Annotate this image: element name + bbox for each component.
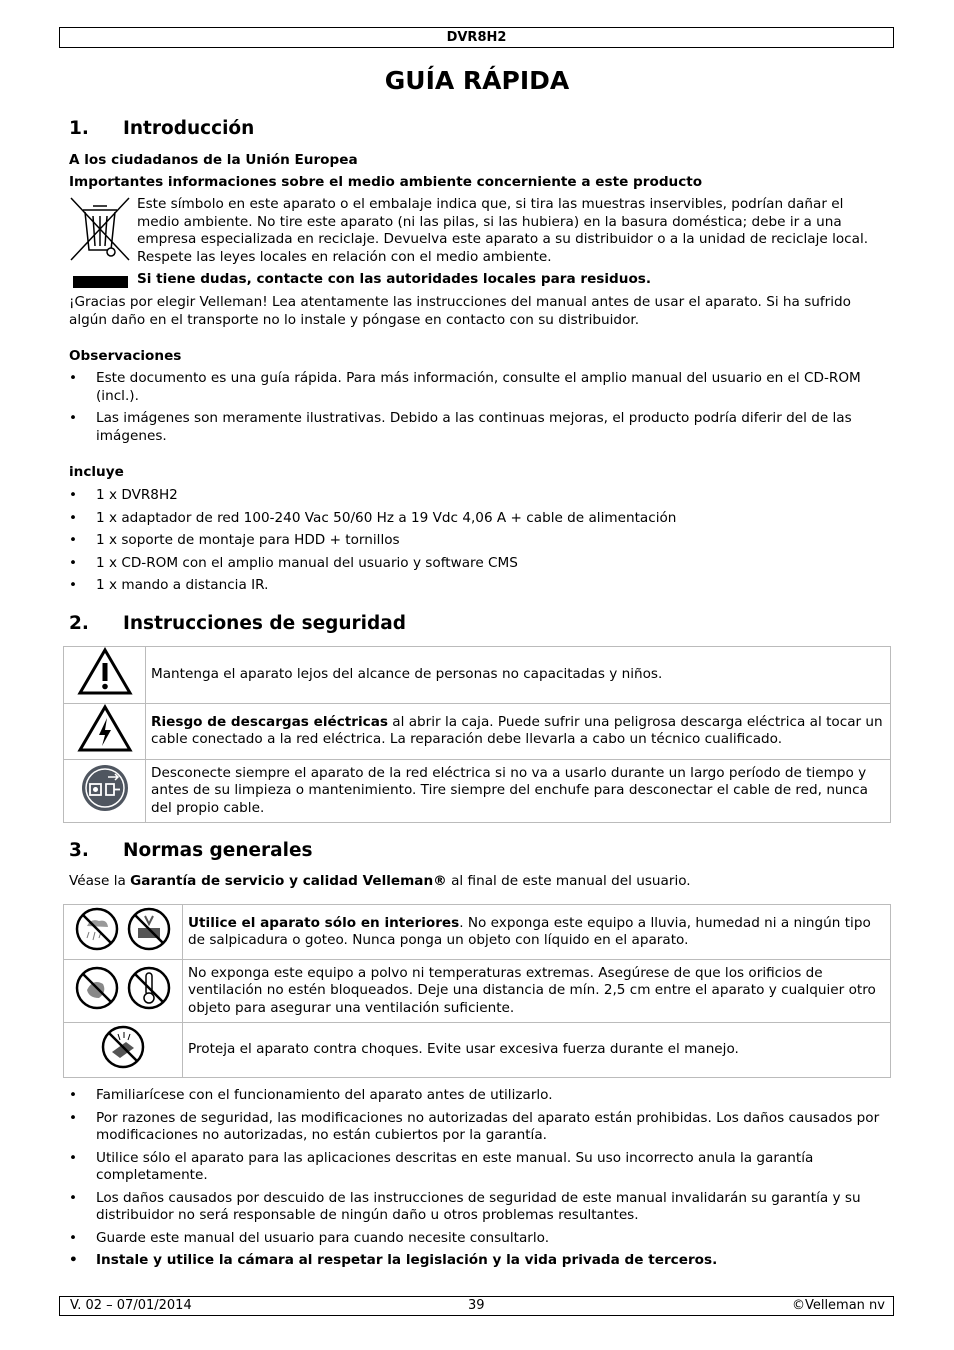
list-item: • Por razones de seguridad, las modificaciones no autorizadas del aparato están prohibidas. Los daños causados por modificaciones no autorizadas, no están cubiertos por la garantía. [68,1110,883,1145]
doubts-text: Si tiene dudas, contacte con las autoridades locales para residuos. [137,271,652,287]
no-shock-icon [64,1023,183,1078]
list-item: • Familiarícese con el funcionamiento del aparato antes de utilizarlo. [68,1087,883,1105]
norms-text-2: No exponga este equipo a polvo ni temperaturas extremas. Asegúrese de que los orificios de ventilación no estén bloqueados. Deje una distancia de mín. 2,5 cm entre el aparato y cualquier otro objeto para asegurar una ventilación suficiente. [183,960,891,1023]
list-item: • Instale y utilice la cámara al respetar la legislación y la vida privada de terceros. [68,1252,883,1270]
indoor-use-icons [64,905,183,960]
list-item: • 1 x soporte de montaje para HDD + tornillos [68,532,883,550]
safety-table [63,646,891,823]
unplug-icon [64,760,146,823]
table-row [64,760,891,823]
observations-heading: Observaciones [69,348,182,364]
list-item: • 1 x CD-ROM con el amplio manual del usuario y software CMS [68,555,883,573]
weee-bar [73,276,128,288]
page-number: 39 [468,1298,485,1313]
section-2-heading: 2. Instrucciones de seguridad [69,613,406,634]
list-item: • 1 x adaptador de red 100-240 Vac 50/60 Hz a 19 Vdc 4,06 A + cable de alimentación [68,510,883,528]
thanks-text: ¡Gracias por elegir Velleman! Lea atentamente las instrucciones del manual antes de usar el aparato. Si ha sufrido algún daño en el transporte no lo instale y póngase en contacto con su distribuidor. [69,294,851,328]
list-item: • Guarde este manual del usuario para cuando necesite consultarlo. [68,1230,883,1248]
section-1-heading: 1. Introducción [69,118,255,139]
norms-table [63,904,891,1078]
warning-triangle-icon [64,647,146,704]
eu-heading: A los ciudadanos de la Unión Europea [69,152,358,168]
list-item: • 1 x DVR8H2 [68,487,883,505]
list-item: • 1 x mando a distancia IR. [68,577,883,595]
page-title: GUÍA RÁPIDA [384,66,570,95]
weee-text: Este símbolo en este aparato o el embalaje indica que, si tira las muestras inservibles, podrían dañar el medio ambiente. No tire este aparato (ni las pilas, si las hubiera) en la basura doméstica; debe ir a una empresa especializada en reciclaje. Devuelva este aparato a su distribuidor o a la unidad de reciclaje local. Respete las leyes locales en relación con el medio ambiente. [137,196,869,265]
footer-version: V. 02 – 07/01/2014 [70,1298,192,1313]
guarantee-note: Véase la Garantía de servicio y calidad Velleman® al final de este manual del usuario. [69,873,691,889]
footer-copyright: ©Velleman nv [791,1298,885,1313]
table-row [64,1023,891,1078]
safety-text-1: Mantenga el aparato lejos del alcance de personas no capacitadas y niños. [146,647,891,704]
page-header [59,27,894,48]
norms-text-1: Utilice el aparato sólo en interiores. No exponga este equipo a lluvia, humedad ni a ningún tipo de salpicadura o goteo. Nunca ponga un objeto con líquido en el aparato. [183,905,891,960]
table-row [64,905,891,960]
header-model: DVR8H2 [446,30,507,45]
weee-bin-icon [69,196,131,262]
safety-text-2: Riesgo de descargas eléctricas al abrir la caja. Puede sufrir una peligrosa descarga eléctrica al tocar un cable conectado a la red eléctrica. La reparación debe llevarla a cabo un técnico cualificado. [146,703,891,760]
list-item: • Este documento es una guía rápida. Para más información, consulte el amplio manual del usuario en el CD-ROM (incl.). [68,370,883,405]
safety-text-3: Desconecte siempre el aparato de la red eléctrica si no va a usarlo durante un largo período de tiempo y antes de su limpieza o mantenimiento. Tire siempre del enchufe para desconectar el cable de red, nunca del propio cable. [146,760,891,823]
list-item: • Las imágenes son meramente ilustrativas. Debido a las continuas mejoras, el producto podría diferir del de las imágenes. [68,410,883,445]
observations-list [68,370,883,445]
dust-temperature-icons [64,960,183,1023]
table-row [64,703,891,760]
norms-text-3: Proteja el aparato contra choques. Evite usar excesiva fuerza durante el manejo. [183,1023,891,1078]
includes-list [68,487,883,595]
no-rain-icon [73,906,173,952]
includes-heading: incluye [69,464,124,480]
env-heading: Importantes informaciones sobre el medio ambiente concerniente a este producto [69,174,703,190]
general-rules-list [68,1087,883,1270]
page-footer [59,1296,894,1316]
list-item: • Utilice sólo el aparato para las aplicaciones descritas en este manual. Su uso incorrecto anula la garantía completamente. [68,1150,883,1185]
table-row [64,960,891,1023]
table-row [64,647,891,704]
list-item: • Los daños causados por descuido de las instrucciones de seguridad de este manual invalidarán su garantía y su distribuidor no será responsable de ningún daño u otros problemas resultantes. [68,1190,883,1225]
no-dust-heat-icon [73,964,173,1012]
electric-shock-icon [64,703,146,760]
section-3-heading: 3. Normas generales [69,840,313,861]
